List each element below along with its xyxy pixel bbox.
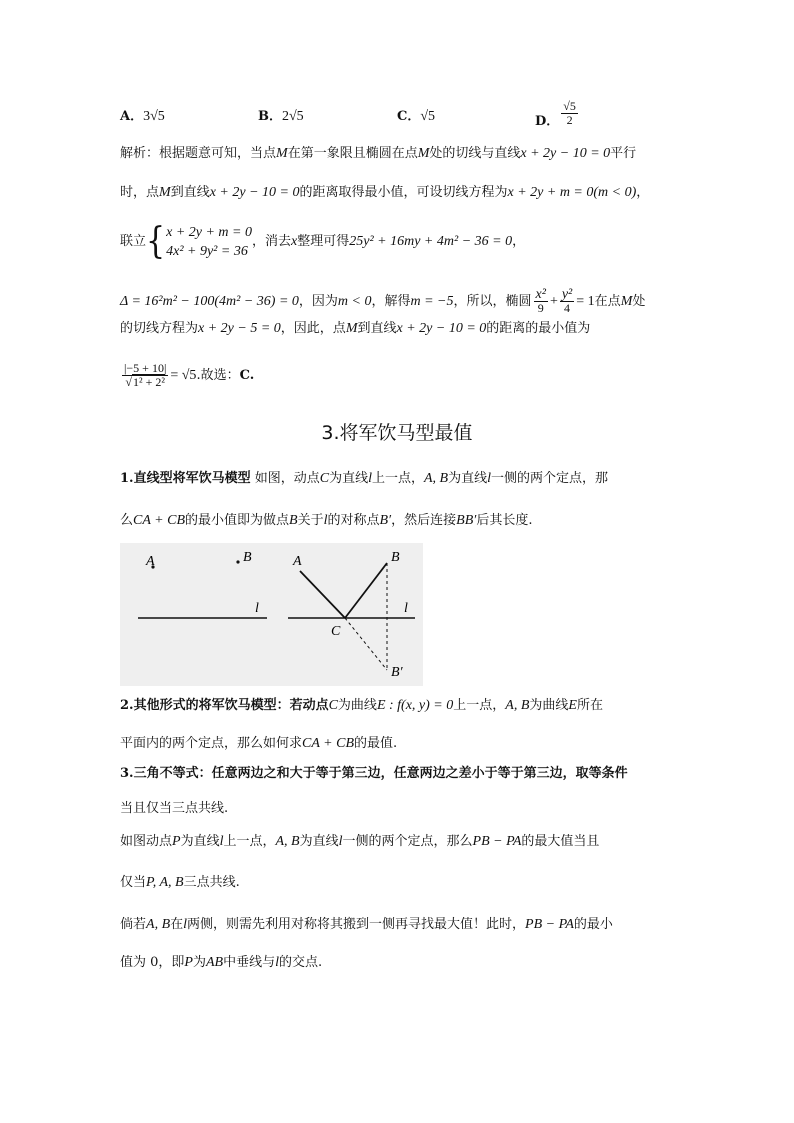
math: P, A, B (146, 875, 184, 890)
text: 的最大值当且 (521, 834, 600, 849)
math: m = −5 (410, 294, 454, 309)
left-label-a: A (146, 554, 155, 569)
solution-line-1 (120, 145, 636, 163)
equation-system (166, 223, 252, 261)
right-label-l: l (404, 601, 408, 616)
segment-cbprime (345, 618, 387, 670)
text: 时，点 (120, 185, 160, 200)
math: l (183, 917, 188, 932)
right-label-c: C (331, 624, 341, 639)
math: PB − PA (472, 834, 522, 849)
section-3-title: 3.三角不等式：任意两边之和大于等于第三边，任意两边之差小于等于第三边，取等条件 (120, 766, 628, 781)
math: x (291, 234, 298, 249)
math: x + 2y − 10 = 0 (520, 146, 611, 161)
math: M (417, 146, 430, 161)
plus-sign: + (549, 294, 558, 309)
left-label-b: B (243, 550, 252, 565)
math: = 1 (576, 294, 595, 309)
text: 仅当 (120, 875, 147, 890)
math: x + 2y − 10 = 0 (396, 321, 487, 336)
left-brace: { (146, 219, 166, 262)
text: 为曲线 (337, 698, 377, 713)
text: 处的切线与直线 (429, 146, 521, 161)
text: 的交点. (279, 955, 323, 970)
math: P (184, 955, 193, 970)
fraction-y2-4 (560, 288, 574, 315)
text: 平行 (610, 146, 637, 161)
math: l (275, 955, 279, 970)
math: BB′ (456, 513, 477, 528)
text: 到直线 (357, 321, 397, 336)
math: l (219, 834, 224, 849)
text: 的最小值即为做点 (185, 513, 290, 528)
text: 在 (170, 917, 184, 932)
text: 联立 (120, 234, 147, 249)
right-label-a: A (293, 554, 302, 569)
math: CA + CB (133, 513, 185, 528)
text: 在点 (594, 294, 621, 309)
math: C (328, 698, 338, 713)
text: 当且仅当三点共线. (120, 801, 229, 816)
text: 关于 (297, 513, 324, 528)
text: .故选： (196, 368, 240, 383)
numerator: x² (535, 287, 546, 302)
text: 所在 (576, 698, 603, 713)
text: ， (512, 234, 526, 249)
right-label-bprime: B′ (391, 665, 403, 680)
math: A, B (505, 698, 530, 713)
section-4-line-2 (120, 874, 240, 892)
section-5-line-2 (120, 954, 322, 972)
math: (m < 0) (593, 185, 637, 200)
option-d-fraction (561, 100, 578, 127)
solution-line-3 (120, 219, 526, 262)
math: P (172, 834, 181, 849)
option-a[interactable] (120, 108, 165, 126)
math: A, B (146, 917, 171, 932)
math: PB − PA (525, 917, 574, 932)
math: C (319, 471, 330, 486)
figure-svg (120, 543, 423, 686)
text: 两侧，则需先利用对称将其搬到一侧再寻找最大值！此时， (187, 917, 526, 932)
math: l (323, 513, 328, 528)
text: 在第一象限且椭圆在点 (287, 146, 418, 161)
system-eq-2: 4x² + 9y² = 36 (166, 243, 248, 259)
text: 整理可得 (297, 234, 350, 249)
math: B′ (379, 513, 392, 528)
radicand: 1² + 2² (132, 375, 165, 389)
text: 上一点， (223, 834, 276, 849)
denominator: 9 (537, 301, 544, 315)
section-2-line-1 (120, 697, 603, 715)
option-c[interactable] (397, 108, 435, 126)
text: ，解得 (371, 294, 411, 309)
option-d[interactable] (535, 100, 580, 127)
text: 的最小 (573, 917, 613, 932)
option-a-value: 3√5 (143, 109, 165, 124)
point-b-dot (236, 560, 239, 563)
text: 上一点， (371, 471, 424, 486)
text: 值为 0，即 (120, 955, 185, 970)
text: 为直线 (299, 834, 339, 849)
option-b-value: 2√5 (282, 109, 304, 124)
option-c-value: √5 (420, 109, 436, 124)
option-b[interactable] (258, 108, 304, 126)
section-1-line-2 (120, 512, 532, 530)
text: 如图动点 (120, 834, 173, 849)
answer: C. (239, 368, 255, 383)
text: 的最值. (354, 736, 398, 751)
math: M (620, 294, 633, 309)
math: x + 2y − 5 = 0 (198, 321, 281, 336)
text: 的切线方程为 (120, 321, 199, 336)
text: 为直线 (180, 834, 220, 849)
math: M (159, 185, 171, 200)
section-4-line-1 (120, 833, 599, 851)
math: l (368, 471, 372, 486)
section-2-line-2 (120, 735, 397, 753)
numerator: |−5 + 10| (124, 361, 167, 375)
text: ， (636, 185, 650, 200)
section-heading: 3.将军饮马型最值 (321, 422, 473, 444)
section-1-title: 1.直线型将军饮马模型 (120, 471, 251, 486)
math: A, B (275, 834, 300, 849)
text: 如图，动点 (254, 471, 320, 486)
text: 一侧的两个定点，那 (491, 471, 609, 486)
math: AB (205, 955, 224, 970)
right-label-b: B (391, 550, 400, 565)
math: x + 2y + m = 0 (507, 185, 594, 200)
numerator: y² (561, 287, 573, 302)
option-d-label: D． (535, 114, 560, 129)
math: A, B (424, 471, 449, 486)
math: M (345, 321, 358, 336)
text: 平面内的两个定点，那么如何求 (120, 736, 303, 751)
math: CA + CB (302, 736, 354, 751)
math: m < 0 (337, 294, 372, 309)
text: ，所以，椭圆 (453, 294, 532, 309)
text: 的距离的最小值为 (486, 321, 591, 336)
math: 25y² + 16my + 4m² − 36 = 0 (349, 234, 513, 249)
option-c-label: C． (397, 109, 421, 124)
math: = √5 (170, 368, 197, 383)
option-d-numerator: √5 (563, 99, 576, 113)
text: 为直线 (329, 471, 369, 486)
segment-cb (345, 563, 387, 618)
math: E : f(x, y) = 0 (376, 698, 454, 713)
math: M (276, 146, 288, 161)
text: 一侧的两个定点，那么 (342, 834, 473, 849)
text: 为直线 (448, 471, 488, 486)
reflection-figure (120, 543, 423, 686)
fraction-x2-9 (534, 288, 548, 315)
text: 解析：根据题意可知，当点 (120, 146, 277, 161)
section-3-line-1 (120, 765, 628, 783)
math: l (338, 834, 343, 849)
text: 处 (632, 294, 646, 309)
text: 后其长度. (476, 513, 533, 528)
text: 到直线 (170, 185, 210, 200)
math: x + 2y − 10 = 0 (209, 185, 300, 200)
text: 为曲线 (529, 698, 569, 713)
text: 上一点， (453, 698, 506, 713)
section-2-title: 2.其他形式的将军饮马模型：若动点 (120, 698, 329, 713)
distance-fraction (122, 362, 168, 389)
solution-line-6 (120, 356, 254, 396)
section-5-line-1 (120, 916, 613, 934)
solution-line-4 (120, 282, 645, 322)
option-a-label: A． (120, 109, 144, 124)
text: ，因此，点 (280, 321, 346, 336)
text: 的对称点 (327, 513, 380, 528)
text: ，消去 (252, 234, 292, 249)
option-b-label: B． (258, 109, 282, 124)
section-1-line-1 (120, 470, 608, 488)
denominator (122, 376, 168, 389)
left-label-l: l (255, 601, 259, 616)
math: l (487, 471, 492, 486)
text: 三点共线. (183, 875, 240, 890)
text: 倘若 (120, 917, 147, 932)
sqrt-sign: √ (125, 375, 132, 389)
solution-line-5 (120, 320, 590, 338)
segment-ac (300, 571, 345, 618)
math: B (289, 513, 298, 528)
text: ，因为 (298, 294, 338, 309)
math: E (568, 698, 577, 713)
text: 的距离取得最小值，可设切线方程为 (299, 185, 508, 200)
text: ，然后连接 (391, 513, 457, 528)
section-3-line-2 (120, 800, 228, 818)
text: 为 (192, 955, 206, 970)
option-d-denominator: 2 (566, 113, 573, 127)
math: Δ = 16²m² − 100(4m² − 36) = 0 (120, 294, 299, 309)
denominator: 4 (564, 301, 571, 315)
text: 中垂线与 (223, 955, 276, 970)
text: 么 (120, 513, 134, 528)
solution-line-2 (120, 184, 649, 202)
system-eq-1: x + 2y + m = 0 (166, 224, 252, 240)
